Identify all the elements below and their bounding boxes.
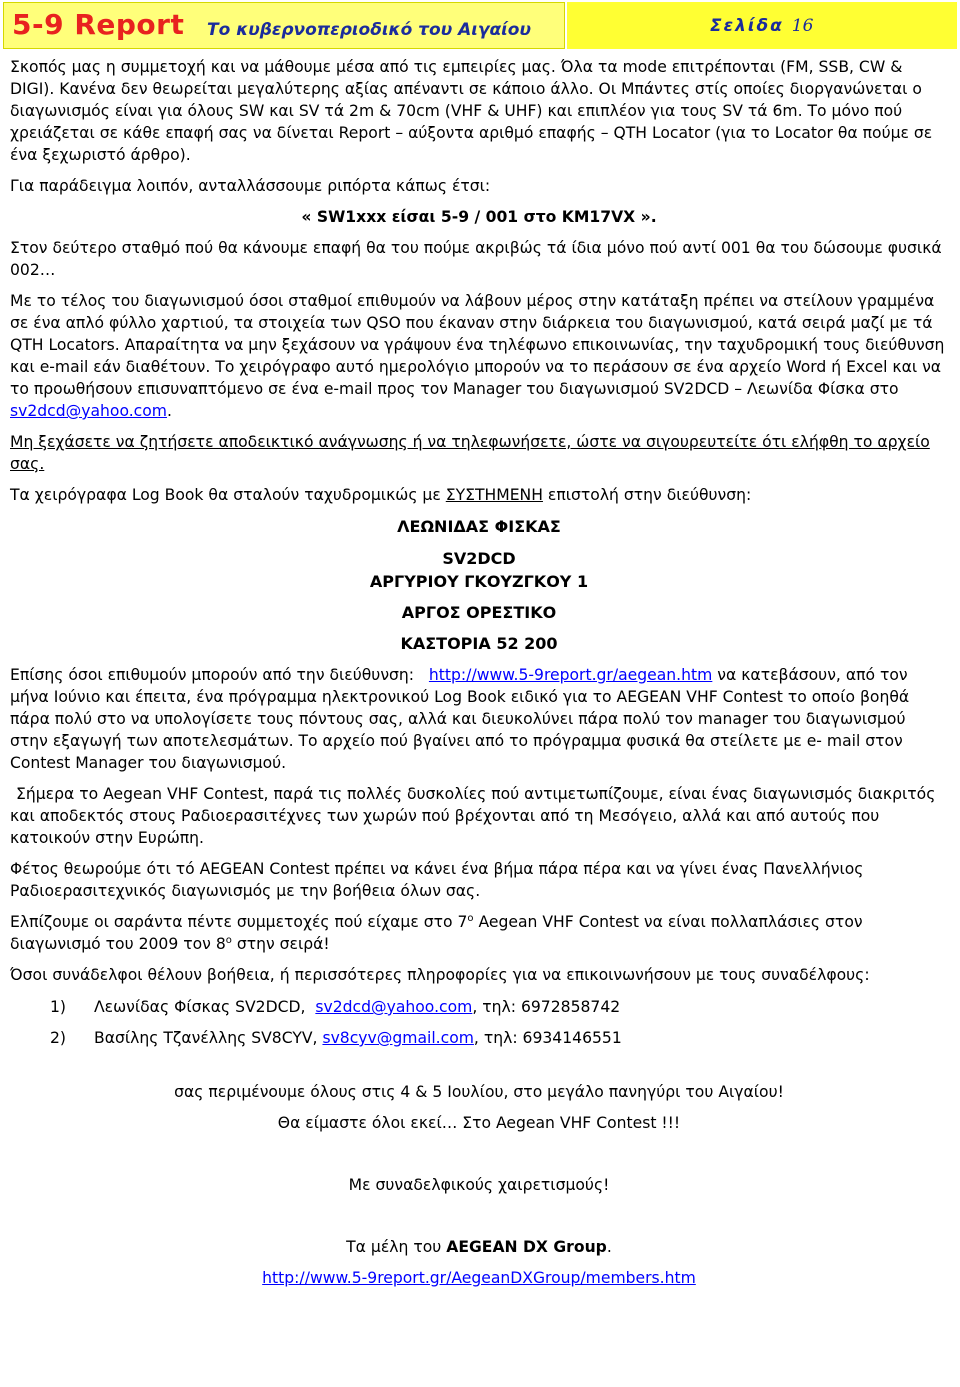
contact-name: Λεωνίδας Φίσκας SV2DCD, [94,998,306,1016]
contact-item [10,1027,948,1049]
paragraph-software [10,664,948,774]
paragraph-hope [10,911,948,955]
postal-text-a: Τα χειρόγραφα Log Book θα σταλούν ταχυδρομικώς με [10,486,441,504]
period: . [606,1238,612,1256]
report-example: « SW1xxx είσαι 5-9 / 001 στο KM17VX ». [301,208,657,226]
ordinal-sup-1: ο [467,912,474,924]
page-header [0,0,960,51]
magazine-title: 5-9 Report [12,8,185,41]
members-link-line [10,1267,948,1289]
registered-mail-word: ΣΥΣΤΗΜΕΝΗ [445,486,543,504]
address-region: ΚΑΣΤΟΡΙΑ 52 200 [400,634,558,653]
contact-name: Βασίλης Τζανέλλης SV8CYV, [94,1029,318,1047]
closing-see-you: Θα είμαστε όλοι εκεί… Στο Aegean VHF Contest !!! [277,1114,681,1132]
paragraph-receipt-reminder: Μη ξεχάσετε να ζητήσετε αποδεικτικό ανάγνωσης ή να τηλεφωνήσετε, ώστε να σιγουρευτείτε ότι ελήφθη το αρχείο σας. [10,433,930,473]
address-city: ΑΡΓΟΣ ΟΡΕΣΤΙΚΟ [401,603,557,622]
contact-item [10,996,948,1018]
contact-phone: , τηλ: 6934146551 [473,1029,622,1047]
period: . [166,402,172,420]
hope-text-c: στην σειρά! [236,935,330,953]
magazine-subtitle: Το κυβερνοπεριοδικό του Αιγαίου [207,20,531,40]
contact-email-link[interactable]: sv8cyv@gmail.com [322,1029,474,1047]
page-number: 16 [791,16,814,36]
postal-text-c: επιστολή στην διεύθυνση: [547,486,752,504]
hope-text-a: Ελπίζουμε οι σαράντα πέντε συμμετοχές πού είχαμε στο 7 [10,913,468,931]
group-name: AEGEAN DX Group [446,1238,607,1256]
software-text-a: Επίσης όσοι επιθυμούν μπορούν από την διεύθυνση: [10,666,415,684]
manager-email-link[interactable]: sv2dcd@yahoo.com [10,402,167,420]
paragraph-help: Όσοι συνάδελφοι θέλουν βοήθεια, ή περισσότερες πληροφορίες για να επικοινωνήσουν με τους συναδέλφους: [10,966,870,984]
page-label: Σελίδα [710,16,784,36]
page-indicator [710,16,813,36]
software-text-b: να κατεβάσουν, από τον μήνα Ιούνιο και έπειτα, ένα πρόγραμμα ηλεκτρονικού Log Book ειδικό για το AEGEAN VHF Contest το οποίο βοηθά πάρα πολύ στο να υπολογίσετε τους πόντους σας, αλλά και διευκολύνει πάρα πολύ τον manager του διαγωνισμού στην εξαγωγή των αποτελεσμάτων. Το αρχείο πού βγαίνει από το πρόγραμμα φυσικά θα στείλετε με e- mail στον Contest Manager του διαγωνισμού. [10,666,910,772]
paragraph-intro: Σκοπός μας η συμμετοχή και να μάθουμε μέσα από τις εμπειρίες μας. Όλα τα mode επιτρέπονται (FM, SSB, CW & DIGI). Κανένα δεν θεωρείται μεγαλύτερης αξίας απέναντι σε κάποιο άλλο. Οι Μπάντες στίς οποίες διοργανώνεται ο διαγωνισμός είναι για όλους SW και SV τά 2m & 70cm (VHF & UHF) και επιπλέον για τους SV τά 6m. Το μόνο πού χρειάζεται σε κάθε επαφή σας να δίνεται Report – αύξοντα αριθμό επαφής – QTH Locator (για το Locator θα πούμε σε ένα ξεχωριστό άρθρο). [10,58,933,164]
signature [10,1236,948,1258]
contact-phone: , τηλ: 6972858742 [472,998,621,1016]
address-name: ΛΕΩΝΙΔΑΣ ΦΙΣΚΑΣ [397,517,561,536]
members-page-link[interactable]: http://www.5-9report.gr/AegeanDXGroup/members.htm [262,1269,696,1287]
header-page-box [567,2,957,49]
closing-greetings: Με συναδελφικούς χαιρετισμούς! [348,1176,610,1194]
paragraph-second-station: Στον δεύτερο σταθμό πού θα κάνουμε επαφή θα του πούμε ακριβώς τά ίδια μόνο πού αντί 001 θα του δώσουμε φυσικά 002… [10,239,942,279]
hope-text-b: Aegean VHF Contest να είναι πολλαπλάσιες στον διαγωνισμό του 2009 τον 8 [10,913,863,953]
paragraph-example-intro: Για παράδειγμα λοιπόν, ανταλλάσσουμε ριπόρτα κάπως έτσι: [10,177,491,195]
address-street: ΑΡΓΥΡΙΟΥ ΓΚΟΥΖΓΚΟΥ 1 [369,572,589,591]
paragraph-postal [10,484,948,506]
contact-email-link[interactable]: sv2dcd@yahoo.com [315,998,473,1016]
aegean-page-link[interactable]: http://www.5-9report.gr/aegean.htm [428,666,713,684]
contact-number: 2) [50,1029,67,1047]
closing-invite: σας περιμένουμε όλους στις 4 & 5 Ιουλίου, στο μεγάλο πανηγύρι του Αιγαίου! [174,1083,784,1101]
log-submission-text: Με το τέλος του διαγωνισμού όσοι σταθμοί επιθυμούν να λάβουν μέρος στην κατάταξη πρέπει να στείλουν γραμμένα σε ένα απλό φύλλο χαρτιού, τα στοιχεία των QSO που έκαναν στην διάρκεια του διαγωνισμού, κατά σειρά μαζί με τά QTH Locators. Απαραίτητα να μην ξεχάσουν να γράψουν ένα τηλέφωνο επικοινωνίας, την ταχυδρομική τους διεύθυνση και e-mail εάν διαθέτουν. Το χειρόγραφο αυτό ημερολόγιο μπορούν να το περάσουν σε ένα αρχείο Word ή Excel και να το προωθήσουν επισυναπτόμενο σε ένα e-mail προς τον Manager του διαγωνισμού SV2DCD – Λεωνίδα Φίσκα στο [10,292,945,398]
header-title-box [3,2,565,49]
contact-number: 1) [50,998,67,1016]
paragraph-this-year: Φέτος θεωρούμε ότι τό AEGEAN Contest πρέπει να κάνει ένα βήμα πάρα πέρα και να γίνει ένας Πανελλήνιος Ραδιοερασιτεχνικός διαγωνισμός με την βοήθεια όλων σας. [10,860,864,900]
paragraph-log-submission [10,290,948,422]
signature-text: Τα μέλη του [346,1238,442,1256]
paragraph-contest-today: Σήμερα το Aegean VHF Contest, παρά τις πολλές δυσκολίες πού αντιμετωπίζουμε, είναι ένας διαγωνισμός διακριτός και αποδεκτός στους Ραδιοερασιτέχνες των χωρών πού βρέχονται από τη Μεσόγειο, αλλά και από αυτούς που κατοικούν στην Ευρώπη. [10,785,936,847]
article-body [10,56,948,1289]
ordinal-sup-2: ο [225,934,232,946]
address-callsign: SV2DCD [442,549,516,568]
